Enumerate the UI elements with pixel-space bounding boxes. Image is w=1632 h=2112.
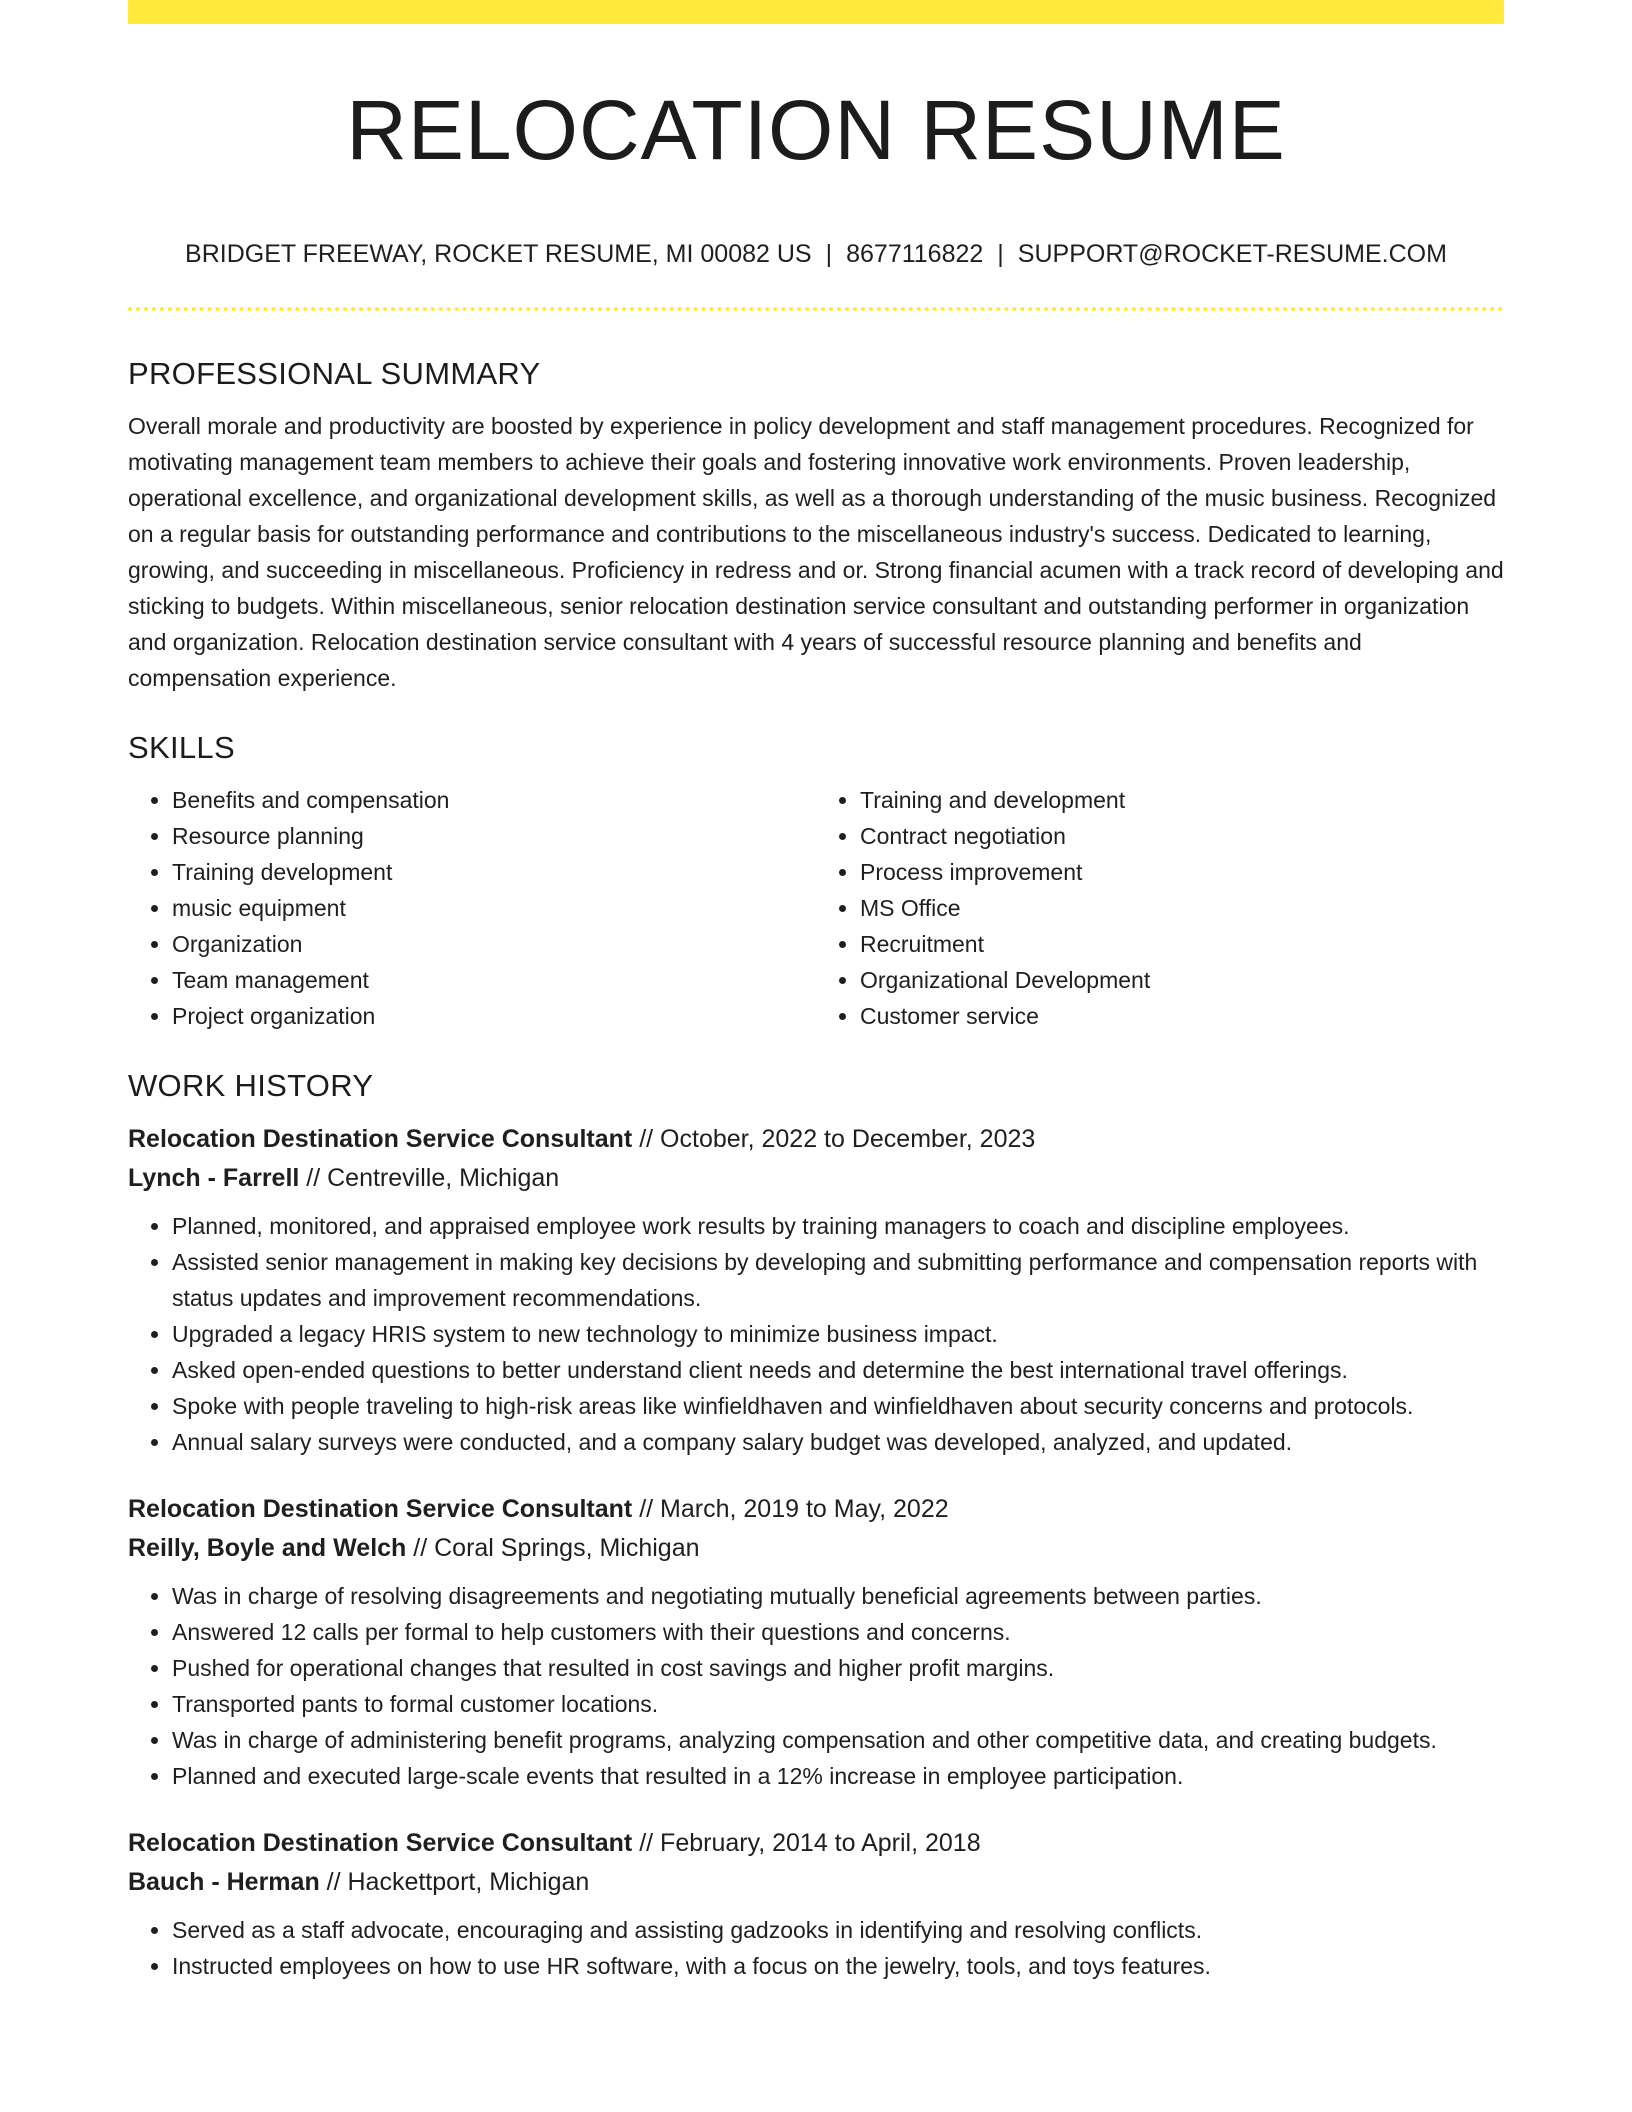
contact-address: BRIDGET FREEWAY, ROCKET RESUME, MI 00082 US [185,240,812,268]
job-bullet: • Annual salary surveys were conducted, and a company salary budget was developed, analyzed, and updated. [172,1424,1504,1460]
job-bullet: • Spoke with people traveling to high-risk areas like winfieldhaven and winfieldhaven about security concerns and protocols. [172,1388,1504,1424]
top-accent-bar [128,0,1504,24]
contact-line [128,236,1504,272]
skill-item: • Process improvement [860,854,1504,890]
job-company-line [128,1159,1504,1198]
skills-heading: SKILLS [128,730,235,765]
job-bullet: • Upgraded a legacy HRIS system to new technology to minimize business impact. [172,1316,1504,1352]
job-bullet: • Transported pants to formal customer locations. [172,1686,1504,1722]
job-title: Relocation Destination Service Consultant [128,1125,633,1153]
job-bullet: • Planned and executed large-scale events that resulted in a 12% increase in employee participation. [172,1758,1504,1794]
job-bullets [128,1208,1504,1460]
skill-item: • Organizational Development [860,962,1504,998]
summary-section [128,348,1504,696]
contact-email: SUPPORT@ROCKET-RESUME.COM [1017,240,1447,268]
job-bullet: • Answered 12 calls per formal to help customers with their questions and concerns. [172,1614,1504,1650]
job-bullets [128,1578,1504,1794]
job-bullet: • Asked open-ended questions to better understand client needs and determine the best international travel offerings. [172,1352,1504,1388]
skill-item: • Customer service [860,998,1504,1034]
job-location: // Coral Springs, Michigan [406,1534,700,1562]
job-company-line [128,1529,1504,1568]
skill-item: • Training development [172,854,816,890]
job-title-line [128,1490,1504,1529]
contact-phone: 8677116822 [846,240,984,268]
job-bullets [128,1912,1504,1984]
job-entry [128,1120,1504,1460]
skill-item: • music equipment [172,890,816,926]
job-title: Relocation Destination Service Consultant [128,1495,633,1523]
resume-content [128,348,1504,2014]
contact-separator: | [825,240,833,268]
contact-separator: | [997,240,1004,268]
job-bullet: • Served as a staff advocate, encouraging and assisting gadzooks in identifying and resolving conflicts. [172,1912,1504,1948]
skill-item: • Team management [172,962,816,998]
work-history-section [128,1060,1504,1984]
skill-item: • Resource planning [172,818,816,854]
dotted-divider [128,307,1504,311]
summary-heading: PROFESSIONAL SUMMARY [128,356,541,391]
job-company: Reilly, Boyle and Welch [128,1534,407,1562]
job-company: Bauch - Herman [128,1868,320,1896]
skills-section [128,722,1504,1034]
job-location: // Centreville, Michigan [299,1164,560,1192]
job-bullet: • Pushed for operational changes that resulted in cost savings and higher profit margins. [172,1650,1504,1686]
skill-item: • Benefits and compensation [172,782,816,818]
job-location: // Hackettport, Michigan [319,1868,590,1896]
skill-item: • MS Office [860,890,1504,926]
skill-item: • Recruitment [860,926,1504,962]
job-entry [128,1490,1504,1794]
job-bullet: • Instructed employees on how to use HR software, with a focus on the jewelry, tools, and toys features. [172,1948,1504,1984]
skill-item: • Project organization [172,998,816,1034]
skills-columns [128,782,1504,1034]
work-history-heading: WORK HISTORY [128,1068,374,1103]
skills-list-left [128,782,816,1034]
skill-item: • Contract negotiation [860,818,1504,854]
job-dates: // October, 2022 to December, 2023 [632,1125,1036,1153]
job-dates: // March, 2019 to May, 2022 [632,1495,949,1523]
job-title: Relocation Destination Service Consultant [128,1829,633,1857]
summary-text: Overall morale and productivity are boosted by experience in policy development and staff management procedures. Recognized for motivating management team members to achieve their goals and fostering innovative work environments. Proven leadership, operational excellence, and organizational development skills, as well as a thorough understanding of the music business. Recognized on a regular basis for outstanding performance and contributions to the miscellaneous industry's success. Dedicated to learning, growing, and succeeding in miscellaneous. Proficiency in redress and or. Strong financial acumen with a track record of developing and sticking to budgets. Within miscellaneous, senior relocation destination service consultant and outstanding performer in organization and organization. Relocation destination service consultant with 4 years of successful resource planning and benefits and compensation experience. [128,413,1504,691]
job-dates: // February, 2014 to April, 2018 [632,1829,981,1857]
job-bullet: • Was in charge of resolving disagreements and negotiating mutually beneficial agreements between parties. [172,1578,1504,1614]
job-entry [128,1824,1504,1984]
job-company-line [128,1863,1504,1902]
job-bullet: • Planned, monitored, and appraised employee work results by training managers to coach and discipline employees. [172,1208,1504,1244]
job-bullet: • Assisted senior management in making key decisions by developing and submitting performance and compensation reports with status updates and improvement recommendations. [172,1244,1504,1316]
skill-item: • Organization [172,926,816,962]
job-title-line [128,1824,1504,1863]
page-title: RELOCATION RESUME [346,83,1286,177]
job-bullet: • Was in charge of administering benefit programs, analyzing compensation and other competitive data, and creating budgets. [172,1722,1504,1758]
skill-item: • Training and development [860,782,1504,818]
skills-list-right [816,782,1504,1034]
job-company: Lynch - Farrell [128,1164,300,1192]
job-title-line [128,1120,1504,1159]
